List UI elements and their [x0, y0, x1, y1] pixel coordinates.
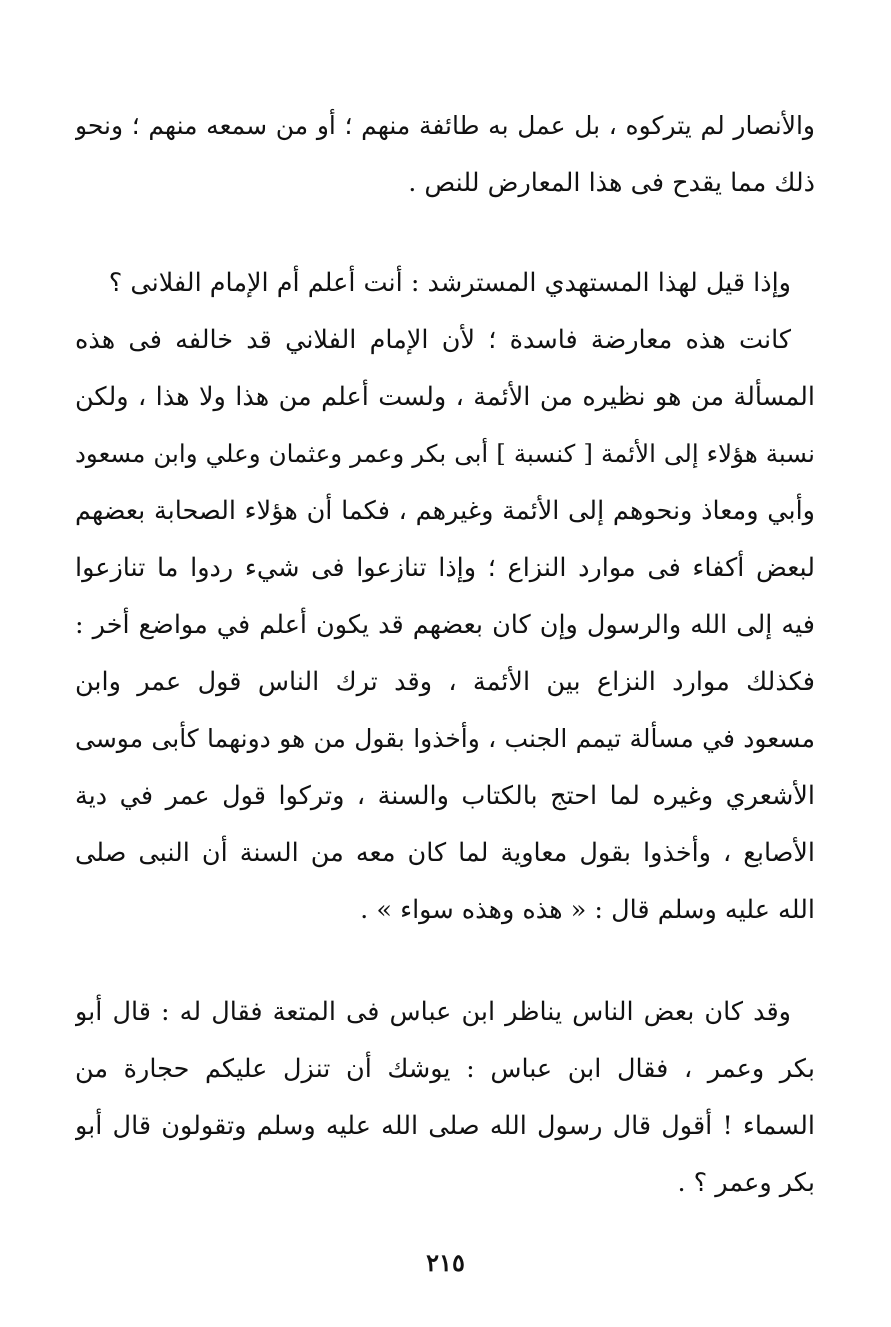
text-line: الله عليه وسلم قال : « هذه وهذه سواء » .: [360, 895, 815, 925]
text-line: بكر وعمر ، فقال ابن عباس : يوشك أن تنزل عليكم حجارة من: [75, 1054, 815, 1084]
text-line: كانت هذه معارضة فاسدة ؛ لأن الإمام الفلاني قد خالفه فى هذه: [75, 325, 791, 355]
text-line: فيه إلى الله والرسول وإن كان بعضهم قد يكون أعلم في مواضع أخر :: [75, 610, 815, 640]
text-line: ذلك مما يقدح فى هذا المعارض للنص .: [408, 168, 815, 198]
text-line: وإذا قيل لهذا المستهدي المسترشد : أنت أعلم أم الإمام الفلانى ؟: [108, 268, 791, 298]
text-line: بكر وعمر ؟ .: [677, 1168, 815, 1198]
text-line: الأصابع ، وأخذوا بقول معاوية لما كان معه من السنة أن النبى صلى: [75, 838, 815, 868]
text-line: نسبة هؤلاء إلى الأئمة [ كنسبة ] أبى بكر وعمر وعثمان وعلي وابن مسعود: [75, 439, 815, 468]
text-line: وقد كان بعض الناس يناظر ابن عباس فى المتعة فقال له : قال أبو: [75, 997, 791, 1027]
text-line: والأنصار لم يتركوه ، بل عمل به طائفة منهم ؛ أو من سمعه منهم ؛ ونحو: [75, 111, 815, 140]
text-line: مسعود في مسألة تيمم الجنب ، وأخذوا بقول من هو دونهما كأبى موسى: [75, 724, 815, 753]
text-line: وأبي ومعاذ ونحوهم إلى الأئمة وغيرهم ، فكما أن هؤلاء الصحابة بعضهم: [75, 496, 815, 526]
page-number: ٢١٥: [426, 1248, 465, 1277]
text-line: فكذلك موارد النزاع بين الأئمة ، وقد ترك الناس قول عمر وابن: [75, 667, 815, 697]
text-line: الأشعري وغيره لما احتج بالكتاب والسنة ، وتركوا قول عمر في دية: [75, 781, 815, 811]
text-line: السماء ! أقول قال رسول الله صلى الله عليه وسلم وتقولون قال أبو: [75, 1111, 815, 1141]
text-line: لبعض أكفاء فى موارد النزاع ؛ وإذا تنازعوا فى شيء ردوا ما تنازعوا: [75, 553, 815, 583]
text-line: المسألة من هو نظيره من الأئمة ، ولست أعلم من هذا ولا هذا ، ولكن: [75, 382, 815, 412]
